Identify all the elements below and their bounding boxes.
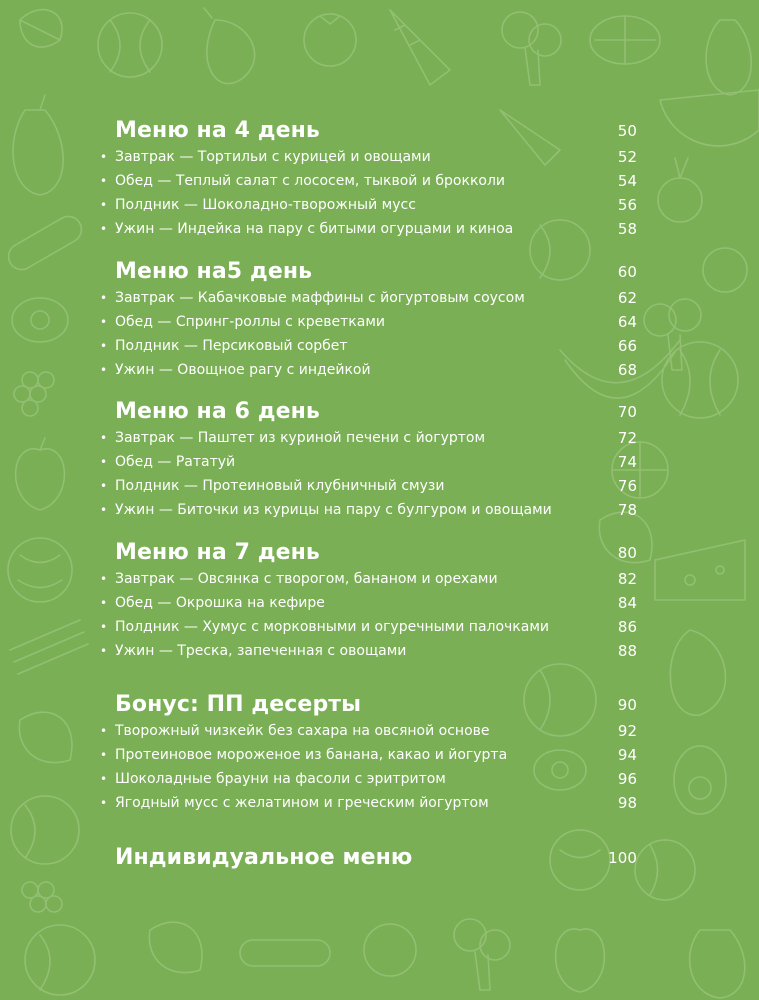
- bullet: •: [100, 150, 108, 164]
- page-number: 84: [617, 594, 637, 612]
- list-item[interactable]: [100, 170, 637, 192]
- list-item[interactable]: [100, 475, 637, 497]
- page-number: 82: [617, 570, 637, 588]
- section-title-text: Меню на 4 день: [115, 118, 320, 143]
- list-item[interactable]: [100, 592, 637, 614]
- page-number: 100: [608, 849, 637, 867]
- page-number: 50: [617, 122, 637, 140]
- bullet: •: [100, 596, 108, 610]
- list-item[interactable]: [100, 720, 637, 742]
- section-title[interactable]: [115, 116, 637, 146]
- page-number: 86: [617, 618, 637, 636]
- item-text: Полдник — Персиковый сорбет: [115, 338, 348, 354]
- item-text: Завтрак — Кабачковые маффины с йогуртовым соусом: [115, 290, 525, 306]
- page-number: 76: [617, 477, 637, 495]
- section-title[interactable]: [115, 690, 637, 720]
- bullet: •: [100, 222, 108, 236]
- page-number: 52: [617, 148, 637, 166]
- item-text: Полдник — Шоколадно-творожный мусс: [115, 197, 416, 213]
- section-title-text: Меню на 7 день: [115, 540, 320, 565]
- bullet: •: [100, 796, 108, 810]
- list-item[interactable]: [100, 287, 637, 309]
- section-title[interactable]: [115, 257, 637, 287]
- bullet: •: [100, 572, 108, 586]
- bullet: •: [100, 455, 108, 469]
- list-item[interactable]: [100, 792, 637, 814]
- item-text: Обед — Окрошка на кефире: [115, 595, 325, 611]
- list-item[interactable]: [100, 616, 637, 638]
- item-text: Завтрак — Паштет из куриной печени с йогуртом: [115, 430, 486, 446]
- item-text: Обед — Спринг-роллы с креветками: [115, 314, 385, 330]
- bullet: •: [100, 479, 108, 493]
- item-text: Полдник — Протеиновый клубничный смузи: [115, 478, 445, 494]
- item-text: Творожный чизкейк без сахара на овсяной основе: [115, 723, 490, 739]
- bullet: •: [100, 748, 108, 762]
- list-item[interactable]: [100, 146, 637, 168]
- page-number: 68: [617, 361, 637, 379]
- page-number: 90: [617, 696, 637, 714]
- page-number: 54: [617, 172, 637, 190]
- item-text: Полдник — Хумус с морковными и огуречными палочками: [115, 619, 550, 635]
- page-number: 80: [617, 544, 637, 562]
- item-text: Ягодный мусс с желатином и греческим йогуртом: [115, 795, 489, 811]
- page-number: 88: [617, 642, 637, 660]
- bullet: •: [100, 174, 108, 188]
- bullet: •: [100, 620, 108, 634]
- item-text: Ужин — Индейка на пару с битыми огурцами и киноа: [115, 221, 514, 237]
- item-text: Шоколадные брауни на фасоли с эритритом: [115, 771, 446, 787]
- section-title[interactable]: [115, 397, 637, 427]
- bullet: •: [100, 503, 108, 517]
- list-item[interactable]: [100, 499, 637, 521]
- page-number: 96: [617, 770, 637, 788]
- page-number: 94: [617, 746, 637, 764]
- item-text: Обед — Теплый салат с лососем, тыквой и брокколи: [115, 173, 506, 189]
- list-item[interactable]: [100, 218, 637, 240]
- list-item[interactable]: [100, 335, 637, 357]
- list-item[interactable]: [100, 194, 637, 216]
- list-item[interactable]: [100, 744, 637, 766]
- section-title-text: Меню на5 день: [115, 259, 313, 284]
- list-item[interactable]: [100, 311, 637, 333]
- bullet: •: [100, 291, 108, 305]
- page-number: 74: [617, 453, 637, 471]
- item-text: Завтрак — Тортильи с курицей и овощами: [115, 149, 431, 165]
- bullet: •: [100, 644, 108, 658]
- section-title-text: Бонус: ПП десерты: [115, 692, 362, 717]
- page-number: 98: [617, 794, 637, 812]
- bullet: •: [100, 339, 108, 353]
- section-title-text: Меню на 6 день: [115, 399, 320, 424]
- list-item[interactable]: [100, 640, 637, 662]
- bullet: •: [100, 724, 108, 738]
- page-number: 78: [617, 501, 637, 519]
- page-number: 60: [617, 263, 637, 281]
- list-item[interactable]: [100, 427, 637, 449]
- bullet: •: [100, 363, 108, 377]
- bullet: •: [100, 772, 108, 786]
- item-text: Ужин — Биточки из курицы на пару с булгуром и овощами: [115, 502, 552, 518]
- page-number: 72: [617, 429, 637, 447]
- item-text: Ужин — Треска, запеченная с овощами: [115, 643, 407, 659]
- list-item[interactable]: [100, 768, 637, 790]
- item-text: Протеиновое мороженое из банана, какао и йогурта: [115, 747, 508, 763]
- page-number: 58: [617, 220, 637, 238]
- list-item[interactable]: [100, 568, 637, 590]
- page-number: 92: [617, 722, 637, 740]
- item-text: Обед — Рататуй: [115, 454, 236, 470]
- page-number: 56: [617, 196, 637, 214]
- section-title[interactable]: [115, 843, 637, 873]
- list-item[interactable]: [100, 451, 637, 473]
- page-number: 64: [617, 313, 637, 331]
- section-title-text: Индивидуальное меню: [115, 845, 413, 870]
- page-number: 70: [617, 403, 637, 421]
- item-text: Ужин — Овощное рагу с индейкой: [115, 362, 371, 378]
- bullet: •: [100, 315, 108, 329]
- bullet: •: [100, 431, 108, 445]
- list-item[interactable]: [100, 359, 637, 381]
- section-title[interactable]: [115, 538, 637, 568]
- item-text: Завтрак — Овсянка с творогом, бананом и орехами: [115, 571, 498, 587]
- page-number: 62: [617, 289, 637, 307]
- bullet: •: [100, 198, 108, 212]
- page-number: 66: [617, 337, 637, 355]
